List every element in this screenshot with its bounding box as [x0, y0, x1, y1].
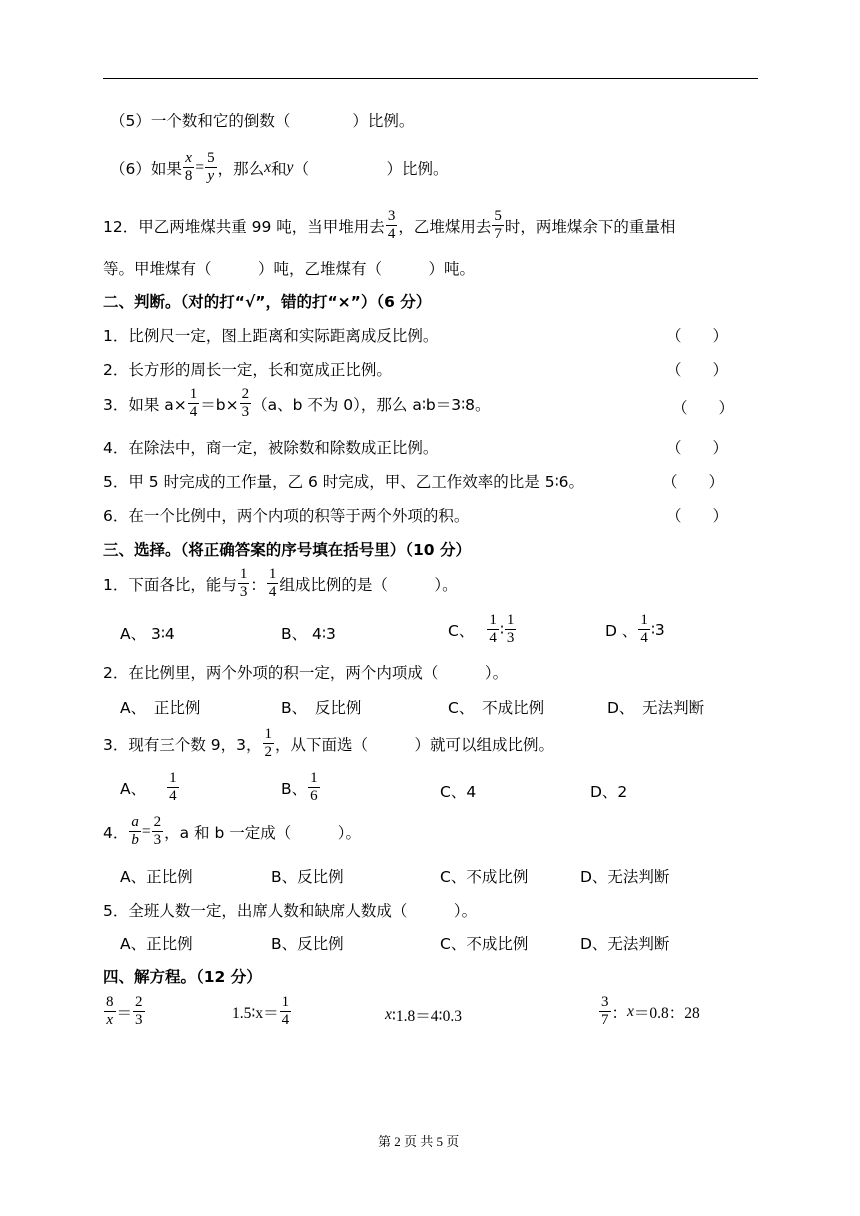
- choice-q1-fraction-1-3: $\frac{1}{3}$: [239, 566, 248, 600]
- q6-equals: =: [195, 158, 205, 176]
- equation-3-x: x: [385, 1006, 392, 1023]
- choice-q4-fraction-a-b: $\frac{a}{b}$: [131, 814, 139, 848]
- judge-item-3-pre: 3．如果 a×: [103, 395, 187, 414]
- q6-mid: ，那么: [217, 159, 265, 178]
- choice-q2: 2．在比例里，两个外项的积一定，两个内项成（ ）。: [103, 664, 509, 682]
- q5-line: [110, 109, 414, 131]
- choice-q3-option-a-label: A、: [120, 779, 147, 798]
- choice-q3-option-a[interactable]: [120, 770, 180, 805]
- q6-line: [110, 150, 448, 185]
- judge-item-3-fraction-2-3: $\frac{2}{3}$: [241, 386, 250, 420]
- judge-item-3-mid: ＝b×: [200, 395, 239, 414]
- choice-q4-option-b[interactable]: B、反比例: [271, 868, 344, 886]
- choice-q3-option-b-fraction-1-6: $\frac{1}{6}$: [310, 770, 318, 804]
- judge-paren-5[interactable]: （ ）: [662, 473, 725, 491]
- q12-text-a: 12．甲乙两堆煤共重 99 吨，当甲堆用去: [103, 217, 385, 236]
- equation-1-equals: ＝: [116, 1004, 133, 1022]
- equation-4-post: ＝0.8：28: [633, 1004, 700, 1022]
- choice-q3: [103, 726, 554, 761]
- choice-q5: 5．全班人数一定，出席人数和缺席人数成（ ）。: [103, 902, 478, 920]
- choice-q4-option-d[interactable]: D、无法判断: [580, 868, 670, 886]
- judge-item-3: [103, 386, 490, 421]
- choice-q5-option-d[interactable]: D、无法判断: [580, 935, 670, 953]
- choice-q1-option-d-label: D 、: [605, 621, 638, 640]
- choice-q4-option-c[interactable]: C、不成比例: [440, 868, 529, 886]
- judge-paren-4[interactable]: （ ）: [666, 439, 729, 457]
- choice-q2-option-b[interactable]: B、 反比例: [281, 699, 362, 717]
- choice-q1-option-c-fraction-1-4: $\frac{1}{4}$: [489, 612, 497, 646]
- q6-x: x: [264, 158, 272, 176]
- choice-q1-option-c-label: C、: [448, 621, 475, 640]
- choice-q2-option-d[interactable]: D、 无法判断: [607, 699, 705, 717]
- equation-4-fraction-3-7: $\frac{3}{7}$: [601, 994, 609, 1028]
- judge-paren-3[interactable]: （ ）: [672, 399, 735, 417]
- choice-q4-pre: 4．: [103, 823, 129, 842]
- q6-suffix: （ ）比例。: [293, 159, 449, 178]
- judge-item-2: 2．长方形的周长一定，长和宽成正比例。: [103, 361, 392, 379]
- equation-2-fraction-1-4: $\frac{1}{4}$: [281, 994, 290, 1028]
- choice-q1-post: 组成比例的是（ ）。: [279, 575, 458, 594]
- equation-4-colon: ：: [611, 1003, 628, 1022]
- q12-fraction-3-4: $\frac{3}{4}$: [387, 208, 396, 242]
- choice-q1-option-c-fraction-1-3: $\frac{1}{3}$: [506, 612, 515, 646]
- choice-q2-option-c[interactable]: C、 不成比例: [448, 699, 545, 717]
- judge-item-3-post: （a、b 不为 0），那么 a∶b＝3∶8。: [252, 395, 491, 414]
- q6-y: y: [286, 158, 294, 176]
- choice-q3-option-b[interactable]: [281, 770, 321, 805]
- judge-item-6: 6．在一个比例中，两个内项的积等于两个外项的积。: [103, 507, 470, 525]
- choice-q5-option-b[interactable]: B、反比例: [271, 935, 344, 953]
- q5-text: （5）一个数和它的倒数（ ）比例。: [110, 112, 415, 130]
- choice-q3-option-b-label: B、: [281, 779, 308, 798]
- q12-text-b: ，乙堆煤用去: [398, 217, 492, 236]
- choice-q4-equals: =: [141, 822, 151, 840]
- choice-q1-option-d-post: ∶3: [650, 620, 665, 639]
- page-footer: 第 2 页 共 5 页: [378, 1134, 460, 1149]
- choice-q4: [103, 814, 361, 849]
- choice-q3-fraction-1-2: $\frac{1}{2}$: [264, 726, 273, 760]
- q6-prefix: （6）如果: [110, 159, 182, 178]
- choice-q1-option-a[interactable]: A、 3∶4: [120, 625, 175, 643]
- choice-q3-pre: 3．现有三个数 9，3，: [103, 735, 262, 754]
- judge-item-5: 5．甲 5 时完成的工作量，乙 6 时完成，甲、乙工作效率的比是 5∶6。: [103, 473, 584, 491]
- equation-2: [232, 994, 292, 1029]
- equation-4: [598, 994, 700, 1029]
- choice-q3-post: ，从下面选（ ）就可以组成比例。: [275, 735, 555, 754]
- choice-q4-option-a[interactable]: A、正比例: [120, 868, 193, 886]
- choice-q2-option-a[interactable]: A、 正比例: [120, 699, 201, 717]
- section2-title: 二、判断。（对的打“√”，错的打“×”）（6 分）: [103, 293, 432, 311]
- judge-paren-6[interactable]: （ ）: [666, 507, 729, 525]
- judge-paren-2[interactable]: （ ）: [666, 361, 729, 379]
- choice-q1-option-d[interactable]: [605, 612, 665, 647]
- choice-q3-option-a-fraction-1-4: $\frac{1}{4}$: [169, 770, 177, 804]
- q12-line1: [103, 208, 675, 243]
- choice-q1-option-c[interactable]: [448, 612, 517, 647]
- equation-4-x: x: [627, 1002, 634, 1020]
- choice-q1-option-b[interactable]: B、 4∶3: [281, 625, 336, 643]
- q12-fraction-5-7: $\frac{5}{7}$: [494, 208, 502, 242]
- equation-1: [103, 994, 146, 1029]
- q6-fraction-right: $\frac{5}{y}$: [207, 150, 215, 184]
- choice-q1-option-d-fraction-1-4: $\frac{1}{4}$: [640, 612, 648, 646]
- judge-item-3-fraction-1-4: $\frac{1}{4}$: [189, 386, 198, 420]
- choice-q4-post: ，a 和 b 一定成（ ）。: [164, 823, 361, 842]
- choice-q1-pre: 1．下面各比，能与: [103, 575, 237, 594]
- equation-1-fraction-2-3: $\frac{2}{3}$: [135, 994, 143, 1028]
- equation-3: [385, 1004, 462, 1026]
- q12-line2: 等。甲堆煤有（ ）吨，乙堆煤有（ ）吨。: [103, 260, 476, 278]
- choice-q1-colon: ：: [250, 575, 266, 594]
- choice-q4-fraction-2-3: $\frac{2}{3}$: [153, 814, 162, 848]
- q12-text-c: 时，两堆煤余下的重量相: [504, 217, 676, 236]
- section4-title: 四、解方程。（12 分）: [103, 968, 262, 986]
- choice-q1: [103, 566, 458, 601]
- choice-q1-option-c-colon: ∶: [499, 620, 504, 639]
- judge-paren-1[interactable]: （ ）: [666, 327, 729, 345]
- judge-item-4: 4．在除法中，商一定，被除数和除数成正比例。: [103, 439, 439, 457]
- judge-item-1: 1．比例尺一定，图上距离和实际距离成反比例。: [103, 327, 439, 345]
- choice-q3-option-c[interactable]: C、4: [440, 783, 477, 801]
- choice-q5-option-a[interactable]: A、正比例: [120, 935, 193, 953]
- q6-and: 和: [271, 159, 287, 178]
- choice-q3-option-d[interactable]: D、2: [590, 783, 628, 801]
- section3-title: 三、选择。（将正确答案的序号填在括号里）（10 分）: [103, 541, 471, 559]
- equation-1-fraction-8-x: $\frac{8}{x}$: [106, 994, 114, 1028]
- choice-q1-fraction-1-4: $\frac{1}{4}$: [268, 566, 277, 600]
- equation-2-pre: 1.5∶x＝: [232, 1004, 279, 1022]
- equation-3-post: ∶1.8＝4∶0.3: [391, 1008, 462, 1025]
- q6-fraction-left: $\frac{x}{8}$: [184, 150, 193, 184]
- header-rule: [103, 78, 758, 79]
- choice-q5-option-c[interactable]: C、不成比例: [440, 935, 529, 953]
